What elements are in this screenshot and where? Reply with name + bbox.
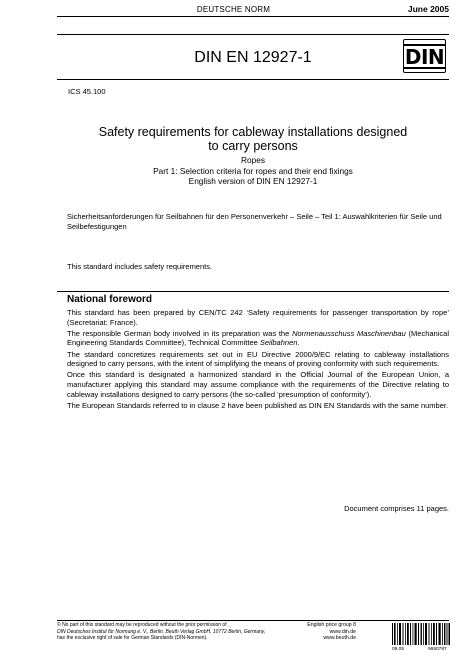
german-title: Sicherheitsanforderungen für Seilbahnen für den Personenverkehr – Seile – Teil 1: Auswahlkriterien für Seile und Seilbefestigungen: [67, 212, 442, 231]
safety-note: This standard includes safety requirements.: [67, 262, 213, 271]
foreword-paragraph-5: The European Standards referred to in clause 2 have been published as DIN EN Standards with the same number.: [67, 400, 449, 410]
footer-rule: [57, 620, 449, 621]
version-note: English version of DIN EN 12927-1: [188, 176, 318, 186]
foreword-p2-text-b: (Mechanical Engineering Standards Committee), Technical Committee: [67, 328, 449, 348]
foreword-p2-committee: Normenausschuss Maschinenbau: [292, 328, 406, 338]
footer-info: [300, 622, 356, 642]
title-line-1: Safety requirements for cableway installations designed: [98, 125, 408, 139]
foreword-p2-text-c: .: [297, 338, 300, 348]
price-group: English price group 8: [307, 622, 356, 628]
barcode: [392, 623, 450, 645]
copyright-line-3: has the exclusive right of sale for German Standards (DIN-Normen).: [57, 635, 208, 642]
ics-code: ICS 45.100: [68, 87, 106, 96]
foreword-paragraph-1: This standard has been prepared by CEN/TC 242 ‘Safety requirements for passenger transportation by rope’ (Secretariat: France).: [67, 308, 449, 327]
din-logo-text: DIN: [404, 44, 445, 69]
foreword-p2-text-a: The responsible German body involved in its preparation was the: [67, 328, 293, 338]
foreword-p2-technical-committee: Seilbahnen: [259, 338, 298, 348]
header-date: June 2005: [407, 4, 449, 14]
din-url: www.din.de: [329, 628, 356, 635]
top-rule: [57, 16, 449, 17]
header-organization: DEUTSCHE NORM: [196, 5, 271, 14]
standard-title-box: [57, 34, 449, 80]
subtitle: Ropes: [241, 155, 265, 165]
foreword-heading: National foreword: [67, 294, 153, 305]
barcode-date: 09.05: [392, 647, 405, 652]
footer-copyright: [57, 622, 322, 642]
title-line-2: to carry persons: [208, 139, 298, 153]
barcode-number: 9650787: [428, 647, 447, 652]
foreword-paragraph-3: The standard concretizes requirements set out in EU Directive 2000/9/EC relating to cableway installations designed to carry persons, with the intent of simplifying the means of proving conformity with such requirements.: [67, 349, 449, 369]
foreword-paragraph-4: Once this standard is designated a harmonized standard in the Official Journal of the European Union, a manufacturer applying this standard may assume compliance with the requirements of the Directive relating to cableway installations designed to carry persons (the so-called ‘presumption of conformity’).: [67, 370, 449, 399]
foreword-paragraph-2: [67, 329, 449, 348]
copyright-line-1: © No part of this standard may be reproduced without the prior permission of: [57, 622, 227, 628]
din-logo: [403, 39, 446, 73]
part-title: Part 1: Selection criteria for ropes and their end fixings: [153, 166, 353, 176]
standard-number: DIN EN 12927-1: [194, 49, 312, 66]
document-title: [57, 125, 449, 153]
foreword-rule: [57, 291, 449, 292]
copyright-line-2: DIN Deutsches Institut für Normung e. V., Berlin. Beuth Verlag GmbH, 10772 Berlin, Germany,: [57, 628, 266, 635]
beuth-url: www.beuth.de: [323, 635, 356, 642]
page-count: Document comprises 11 pages.: [344, 504, 449, 513]
foreword-body: [67, 308, 449, 412]
